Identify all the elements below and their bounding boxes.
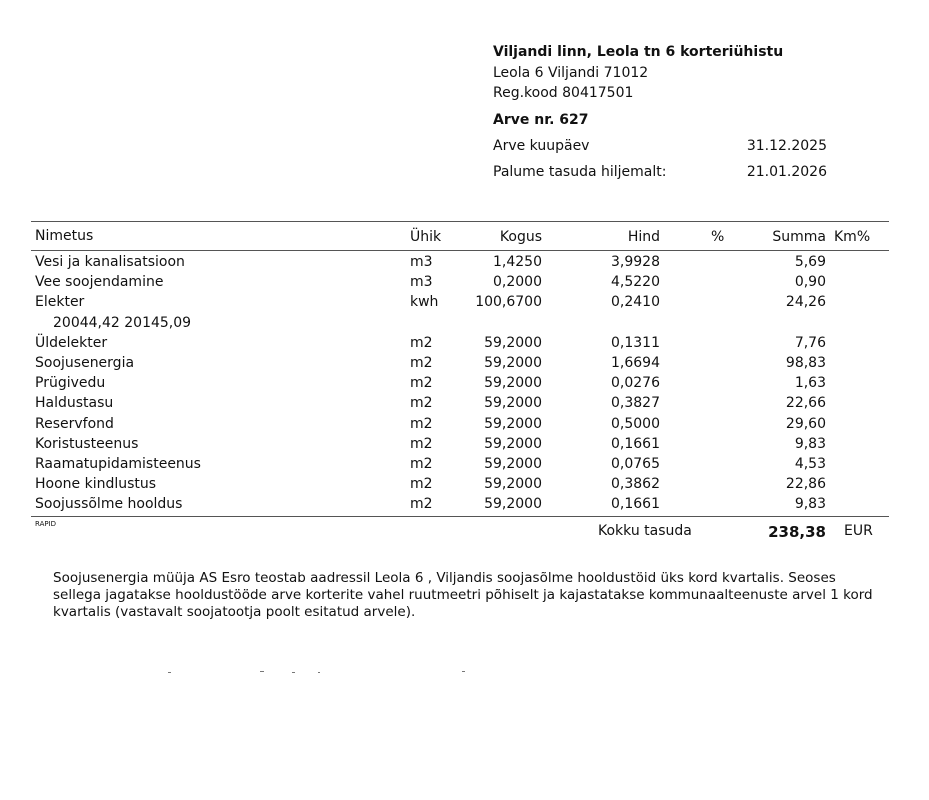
cell-price: 1,6694 [611, 355, 660, 371]
cell-unit: m2 [410, 355, 433, 371]
cell-sum: 22,66 [785, 395, 826, 411]
scan-speck [462, 671, 465, 672]
due-date-label: Palume tasuda hiljemalt: [493, 164, 667, 180]
cell-price: 0,5000 [611, 416, 660, 432]
cell-qty: 59,2000 [484, 375, 542, 391]
company-address: Leola 6 Viljandi 71012 [493, 65, 649, 81]
cell-name: Soojusenergia [35, 355, 135, 371]
cell-price: 4,5220 [611, 274, 660, 290]
company-reg-code: Reg.kood 80417501 [493, 85, 634, 101]
cell-price: 0,0276 [611, 375, 660, 391]
cell-name: Koristusteenus [35, 436, 139, 452]
cell-qty: 59,2000 [484, 395, 542, 411]
cell-price: 0,1661 [611, 436, 660, 452]
invoice-date-label: Arve kuupäev [493, 138, 590, 154]
cell-qty: 59,2000 [484, 355, 542, 371]
cell-unit: m2 [410, 395, 433, 411]
cell-price: 3,9928 [611, 254, 660, 270]
cell-sum: 22,86 [785, 476, 826, 492]
cell-qty: 59,2000 [484, 456, 542, 472]
cell-unit: m2 [410, 436, 433, 452]
cell-unit: m3 [410, 254, 433, 270]
cell-sum: 1,63 [794, 375, 826, 391]
cell-unit: m2 [410, 496, 433, 512]
cell-qty: 59,2000 [484, 335, 542, 351]
scan-speck [260, 671, 264, 672]
col-header-price: Hind [627, 229, 660, 245]
cell-price: 0,3862 [611, 476, 660, 492]
table-top-rule [31, 221, 889, 222]
cell-name: Reservfond [35, 416, 114, 432]
cell-sum: 5,69 [794, 254, 826, 270]
cell-qty: 59,2000 [484, 436, 542, 452]
cell-qty: 59,2000 [484, 476, 542, 492]
service-note: Soojusenergia müüja AS Esro teostab aadressil Leola 6 , Viljandis soojasõlme hooldustöid üks kord kvartalis. Seoses sellega jagatakse hooldustööde arve korterite vahel ruutmeetri põhiselt ja kajastatakse kommunaalteenuste arvel 1 kord kvartalis (vastavalt soojatootja poolt esitatud arvele). [53, 570, 873, 620]
cell-unit: m2 [410, 456, 433, 472]
cell-qty: 59,2000 [484, 416, 542, 432]
rapid-label: RAPID [35, 520, 57, 528]
cell-unit: kwh [410, 294, 439, 310]
cell-unit: m2 [410, 335, 433, 351]
cell-qty: 0,2000 [493, 274, 542, 290]
scan-speck [168, 672, 171, 673]
total-amount: 238,38 [768, 523, 826, 541]
cell-name: Prügivedu [35, 375, 106, 391]
cell-name: Soojussõlme hooldus [35, 496, 183, 512]
cell-name: Vee soojendamine [35, 274, 164, 290]
cell-name: Üldelekter [35, 335, 108, 351]
col-header-qty: Kogus [499, 229, 542, 245]
cell-qty: 59,2000 [484, 496, 542, 512]
cell-qty: 1,4250 [493, 254, 542, 270]
col-header-name: Nimetus [35, 228, 94, 244]
cell-sum: 7,76 [794, 335, 826, 351]
cell-price: 0,0765 [611, 456, 660, 472]
cell-unit: m2 [410, 416, 433, 432]
cell-qty: 100,6700 [475, 294, 542, 310]
cell-unit: m2 [410, 375, 433, 391]
invoice-number: Arve nr. 627 [493, 112, 589, 128]
cell-sum: 9,83 [794, 436, 826, 452]
cell-name: Raamatupidamisteenus [35, 456, 201, 472]
col-header-sum: Summa [772, 229, 826, 245]
invoice-date-value: 31.12.2025 [746, 138, 827, 154]
table-bottom-rule [31, 516, 889, 517]
total-label: Kokku tasuda [598, 523, 692, 539]
cell-sum: 98,83 [785, 355, 826, 371]
table-header-rule [31, 250, 889, 251]
col-header-percent: % [711, 229, 725, 245]
cell-price: 0,2410 [611, 294, 660, 310]
cell-name: 20044,42 20145,09 [53, 315, 192, 331]
cell-name: Vesi ja kanalisatsioon [35, 254, 185, 270]
total-currency: EUR [844, 523, 873, 539]
cell-name: Elekter [35, 294, 85, 310]
scan-speck [292, 672, 295, 673]
col-header-unit: Ühik [410, 229, 442, 245]
cell-name: Hoone kindlustus [35, 476, 157, 492]
col-header-vat: Km% [834, 229, 871, 245]
cell-sum: 9,83 [794, 496, 826, 512]
cell-price: 0,1661 [611, 496, 660, 512]
cell-sum: 0,90 [794, 274, 826, 290]
cell-unit: m2 [410, 476, 433, 492]
company-name: Viljandi linn, Leola tn 6 korteriühistu [493, 44, 784, 60]
cell-name: Haldustasu [35, 395, 114, 411]
cell-price: 0,3827 [611, 395, 660, 411]
cell-sum: 29,60 [785, 416, 826, 432]
cell-sum: 4,53 [794, 456, 826, 472]
cell-sum: 24,26 [785, 294, 826, 310]
cell-price: 0,1311 [611, 335, 660, 351]
cell-unit: m3 [410, 274, 433, 290]
due-date-value: 21.01.2026 [746, 164, 827, 180]
scan-speck [318, 672, 320, 673]
